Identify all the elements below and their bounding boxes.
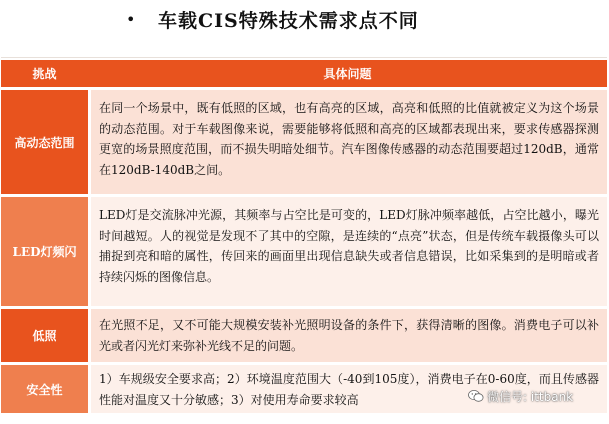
title-bullet: •: [126, 10, 136, 29]
row-challenge-label: 低照: [1, 309, 88, 362]
row-problem-text: 在光照不足，又不可能大规模安装补光照明设备的条件下，获得清晰的图像。消费电子可以补光或者闪光灯来弥补光线不足的问题。: [91, 309, 607, 362]
wechat-icon: [468, 389, 484, 403]
table-row: [1, 309, 607, 362]
row-challenge-label: 安全性: [1, 365, 88, 413]
row-challenge-label: 高动态范围: [1, 90, 88, 194]
wechat-watermark: [468, 387, 573, 405]
row-problem-text: LED灯是交流脉冲光源，其频率与占空比是可变的，LED灯脉冲频率越低，占空比越小，曝光时间越短。人的视觉是发现不了其中的空隙，是连续的“点亮”状态，但是传统车载摄像头可以捕捉到亮和暗的属性，传回来的画面里出现信息缺失或者信息错误，比如采集到的是明暗或者持续闪烁的图像信息。: [91, 197, 607, 306]
challenges-table: [1, 57, 607, 412]
header-problem: 具体问题: [323, 67, 372, 81]
row-challenge-label: LED灯频闪: [1, 197, 88, 306]
watermark-text: 微信号: ittbank: [487, 389, 574, 404]
row-problem-text: 1）车规级安全要求高；2）环境温度范围大（-40到105度），消费电子在0-60度，而且传感器性能对温度又十分敏感；3）对使用寿命要求较高: [91, 365, 607, 413]
table-header-row: [1, 60, 607, 87]
header-challenge: 挑战: [1, 60, 88, 87]
title-row: [0, 0, 609, 48]
table-row: [1, 197, 607, 306]
table-row: [1, 90, 607, 194]
row-problem-text: 在同一个场景中，既有低照的区域，也有高亮的区域，高亮和低照的比值就被定义为这个场景的动态范围。对于车载图像来说，需要能够将低照和高亮的区域都表现出来，要求传感器探测更宽的场景照度范围，而不损失明暗处细节。汽车图像传感器的动态范围要超过120dB，通常在120dB-140dB之间。: [91, 90, 607, 194]
page-title: 车载CIS特殊技术需求点不同: [158, 10, 419, 32]
